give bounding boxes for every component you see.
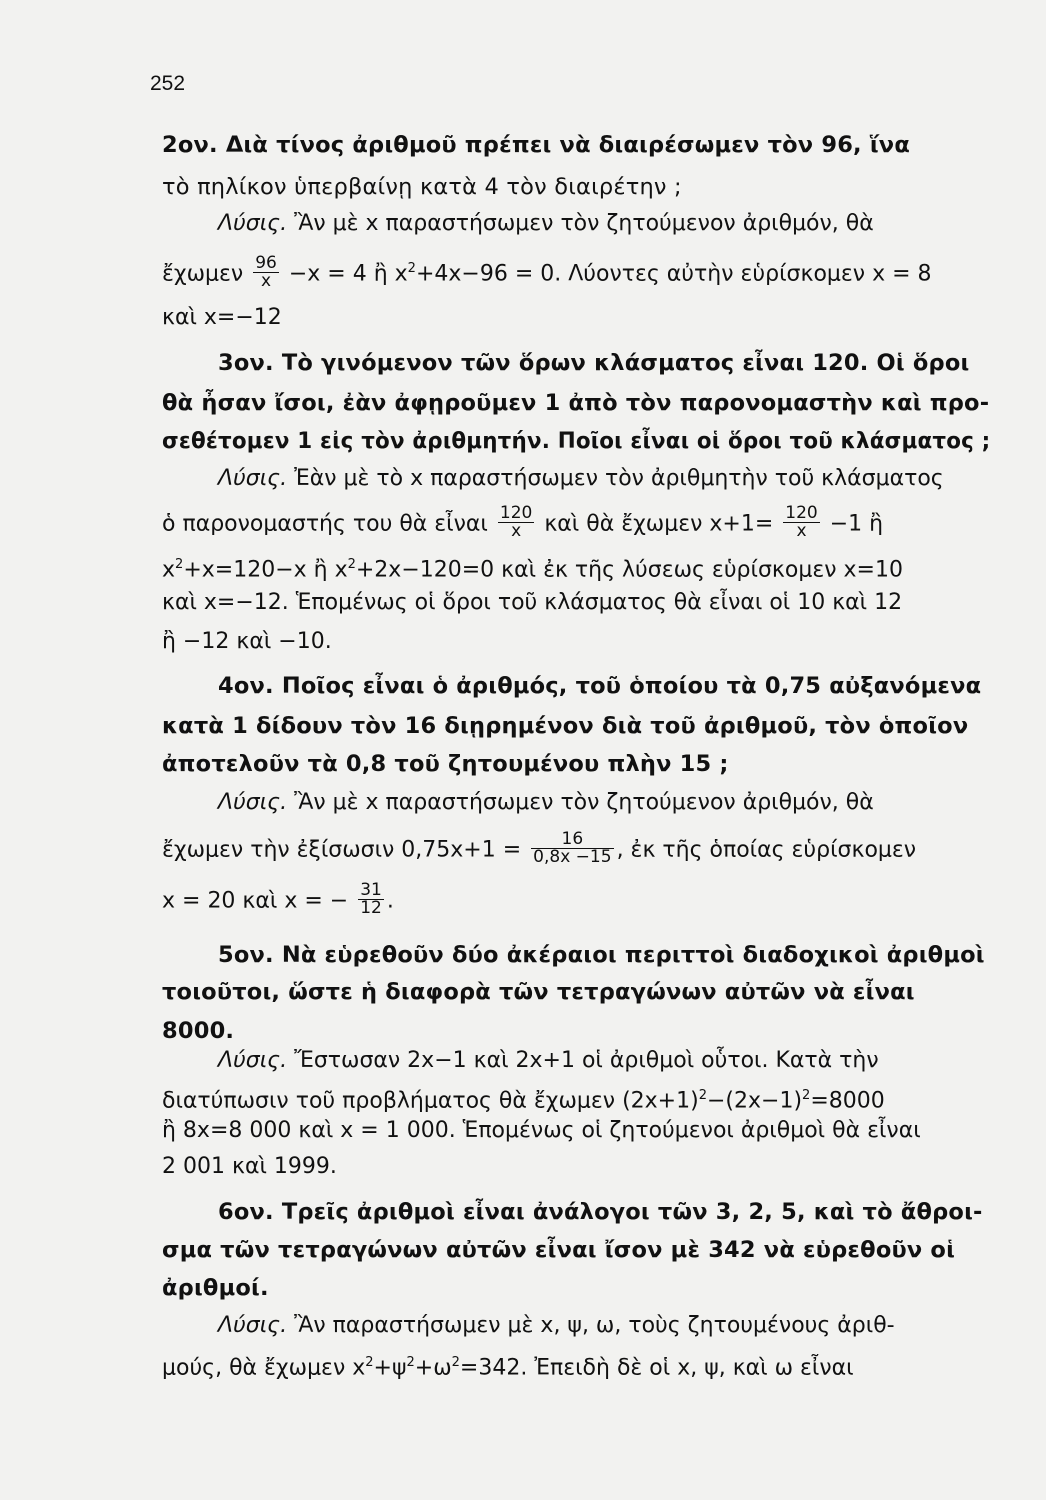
solution-text: , ἐκ τῆς ὁποίας εὑρίσκομεν (616, 837, 917, 863)
solution-label: Λύσις. (218, 1048, 288, 1073)
fraction-numerator: 16 (531, 831, 613, 849)
solution-text: Ἂν μὲ x παραστήσωμεν τὸν ζητούμενον ἀριθμόν, θὰ (294, 790, 874, 815)
problem-6-statement-cont: ἀριθμοί. (162, 1275, 269, 1301)
fraction-numerator: 120 (499, 503, 533, 523)
problem-5-statement-cont: τοιοῦτοι, ὥστε ἡ διαφορὰ τῶν τετραγώνων αὐτῶν νὰ εἶναι (162, 979, 915, 1005)
problem-3-result-cont: ἢ −12 καὶ −10. (162, 629, 332, 654)
solution-text: Ἔστωσαν 2x−1 καὶ 2x+1 οἱ ἀριθμοὶ οὗτοι. Κατὰ τὴν (294, 1048, 879, 1073)
problem-4-statement-cont: κατὰ 1 δίδουν τὸν 16 διῃρημένον διὰ τοῦ ἀριθμοῦ, τὸν ὁποῖον (162, 713, 969, 739)
solution-text: ἔχωμεν (162, 261, 244, 287)
problem-4-equation (162, 829, 990, 868)
solution-text: ὁ παρονομαστής του θὰ εἶναι (162, 511, 488, 537)
solution-text: =342. Ἐπειδὴ δὲ οἱ x, ψ, καὶ ω εἶναι (459, 1355, 854, 1381)
problem-4-statement: 4ον. Ποῖος εἶναι ὁ ἀριθμός, τοῦ ὁποίου τὰ 0,75 αὐξανόμενα (218, 673, 982, 699)
fraction-denominator: 0,8x −15 (533, 847, 612, 867)
fraction-denominator: 12 (360, 898, 382, 918)
problem-3-statement: 3ον. Τὸ γινόμενον τῶν ὅρων κλάσματος εἶναι 120. Οἱ ὅροι (218, 350, 970, 376)
solution-text: x (162, 557, 176, 583)
solution-text: καὶ θὰ ἔχωμεν x+1= (544, 511, 774, 537)
problem-6-statement-cont: σμα τῶν τετραγώνων αὐτῶν εἶναι ἴσον μὲ 342 νὰ εὑρεθοῦν οἱ (162, 1237, 956, 1263)
fraction-denominator: x (796, 521, 807, 541)
solution-label: Λύσις. (218, 1313, 288, 1338)
exponent: 2 (365, 1355, 374, 1370)
problem-4-statement-cont: ἀποτελοῦν τὰ 0,8 τοῦ ζητουμένου πλὴν 15 ; (162, 751, 729, 777)
fraction-numerator: 120 (785, 503, 818, 523)
problem-3-solution (218, 464, 990, 494)
fraction-denominator: x (260, 270, 272, 291)
problem-5-result: ἢ 8x=8 000 καὶ x = 1 000. Ἑπομένως οἱ ζητούμενοι ἀριθμοὶ θὰ εἶναι (162, 1118, 921, 1143)
problem-6-statement: 6ον. Τρεῖς ἀριθμοὶ εἶναι ἀνάλογοι τῶν 3, 2, 5, καὶ τὸ ἄθροι- (218, 1199, 983, 1225)
solution-text: =8000 (810, 1088, 885, 1114)
problem-3-equation (162, 503, 990, 542)
solution-text: Ἐὰν μὲ τὸ x παραστήσωμεν τὸν ἀριθμητὴν τοῦ κλάσματος (294, 466, 944, 491)
solution-text: μούς, θὰ ἔχωμεν x (162, 1355, 366, 1381)
solution-label: Λύσις. (218, 790, 288, 815)
fraction-numerator: 96 (255, 252, 277, 273)
problem-2-equation (162, 254, 990, 292)
solution-text: Ἂν παραστήσωμεν μὲ x, ψ, ω, τοὺς ζητουμένους ἀριθ- (294, 1313, 895, 1338)
fraction (358, 882, 384, 917)
exponent: 2 (451, 1355, 460, 1370)
solution-text: −1 ἢ (829, 511, 884, 537)
fraction (783, 505, 819, 540)
solution-text: +x=120−x ἢ x (183, 557, 348, 583)
fraction-numerator: 31 (360, 880, 382, 900)
exponent: 2 (347, 557, 356, 572)
problem-4-solution (218, 788, 990, 818)
exponent: 2 (406, 1355, 415, 1370)
solution-text: . (386, 888, 394, 914)
problem-5-equation (162, 1081, 990, 1116)
problem-4-result (162, 880, 990, 919)
problem-6-equation (162, 1348, 990, 1383)
fraction (498, 505, 534, 540)
solution-text: Ἂν μὲ x παραστήσωμεν τὸν ζητούμενον ἀριθμόν, θὰ (294, 211, 874, 236)
solution-label: Λύσις. (218, 211, 288, 236)
fraction-denominator: x (511, 521, 522, 541)
problem-2-result: καὶ x=−12 (162, 305, 282, 330)
solution-text: −(2x−1) (706, 1088, 803, 1114)
solution-label: Λύσις. (218, 466, 288, 491)
solution-text: +ω (414, 1355, 452, 1381)
fraction (253, 252, 279, 291)
solution-text: διατύπωσιν τοῦ προβλήματος θὰ ἔχωμεν (2x+1) (162, 1088, 699, 1114)
solution-text: ἔχωμεν τὴν ἐξίσωσιν 0,75x+1 = (162, 837, 522, 863)
problem-2-statement-cont: τὸ πηλίκον ὑπερβαίνῃ κατὰ 4 τὸν διαιρέτην ; (162, 174, 682, 200)
problem-5-statement-cont: 8000. (162, 1018, 235, 1044)
problem-5-statement: 5ον. Νὰ εὑρεθοῦν δύο ἀκέραιοι περιττοὶ διαδοχικοὶ ἀριθμοὶ (218, 942, 985, 968)
solution-text: x = 20 καὶ x = − (162, 888, 349, 914)
problem-6-solution (218, 1311, 990, 1341)
problem-3-equation-cont (162, 550, 990, 585)
solution-text: +4x−96 = 0. Λύοντες αὐτὴν εὑρίσκομεν x = 8 (415, 261, 932, 287)
problem-3-statement-cont: θὰ ἦσαν ἴσοι, ἐὰν ἀφῃροῦμεν 1 ἀπὸ τὸν παρονομαστὴν καὶ προ- (162, 390, 990, 416)
solution-text: −x = 4 ἢ x (288, 261, 408, 287)
page-number: 252 (150, 72, 186, 95)
exponent: 2 (802, 1088, 811, 1103)
fraction (531, 831, 613, 866)
solution-text: +ψ (373, 1355, 407, 1381)
problem-3-result: καὶ x=−12. Ἑπομένως οἱ ὅροι τοῦ κλάσματος θὰ εἶναι οἱ 10 καὶ 12 (162, 590, 903, 615)
problem-2-solution (218, 209, 990, 239)
exponent: 2 (407, 261, 416, 276)
problem-3-statement-cont: σεθέτομεν 1 εἰς τὸν ἀριθμητήν. Ποῖοι εἶναι οἱ ὅροι τοῦ κλάσματος ; (162, 428, 991, 454)
exponent: 2 (698, 1088, 707, 1103)
problem-5-solution (218, 1046, 990, 1076)
problem-5-result-cont: 2 001 καὶ 1999. (162, 1154, 337, 1179)
exponent: 2 (175, 557, 184, 572)
problem-2-statement: 2ον. Διὰ τίνος ἀριθμοῦ πρέπει νὰ διαιρέσωμεν τὸν 96, ἵνα (162, 132, 910, 158)
solution-text: +2x−120=0 καὶ ἐκ τῆς λύσεως εὑρίσκομεν x=10 (355, 557, 903, 583)
